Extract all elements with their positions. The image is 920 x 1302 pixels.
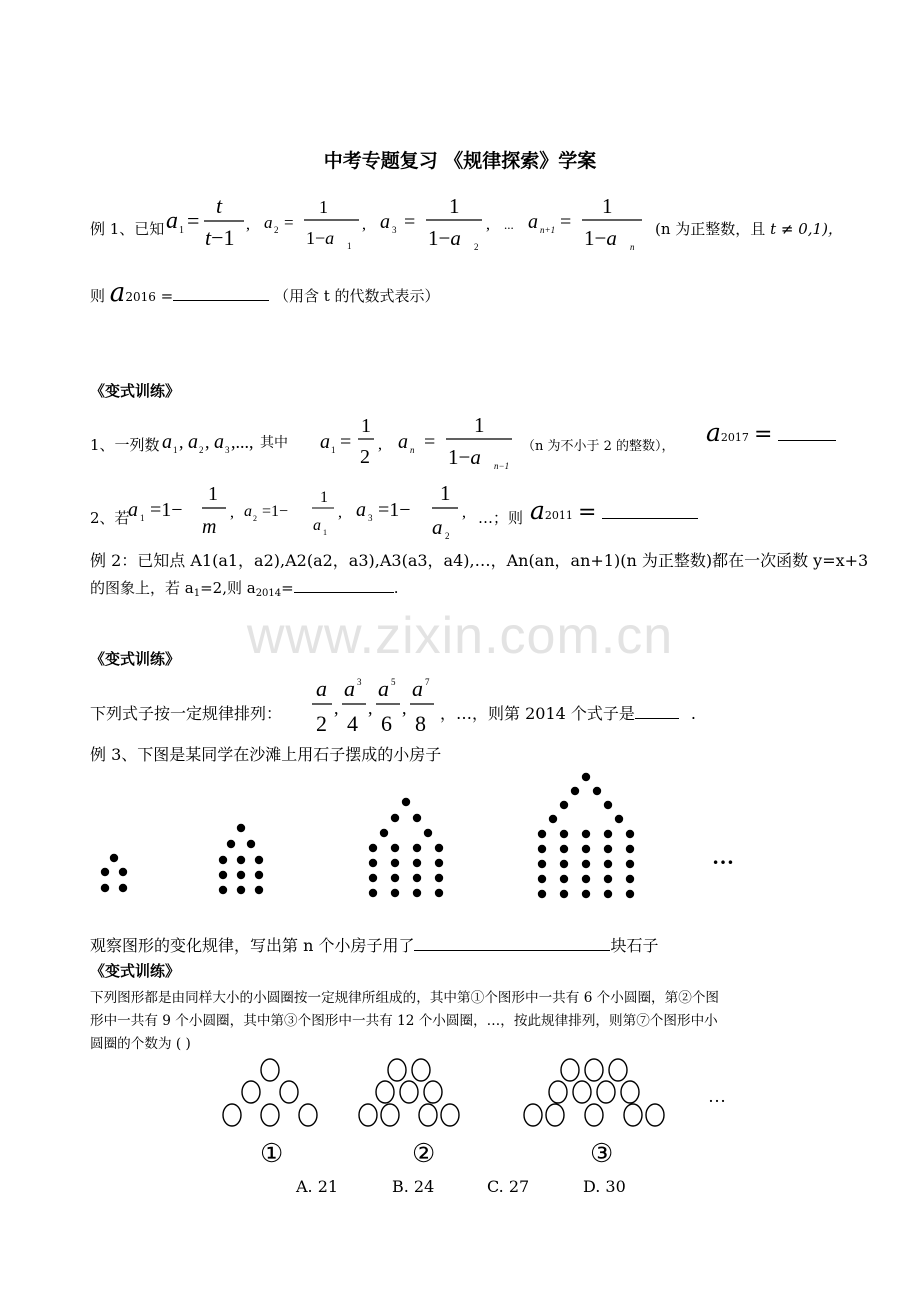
circles-figure (220, 1056, 740, 1172)
svg-text:,: , (179, 432, 184, 452)
option-b[interactable]: B. 24 (392, 1177, 435, 1196)
svg-text:a: a (128, 499, 138, 521)
svg-text:,: , (486, 216, 490, 233)
example-1-question-eq: = (155, 287, 174, 305)
svg-text:1: 1 (331, 445, 336, 455)
svg-text:n+1: n+1 (540, 225, 556, 235)
svg-text:=: = (560, 211, 572, 233)
circle-pattern-1 (223, 1059, 317, 1126)
example-1-condition-t: t ≠ 0,1)， (770, 220, 843, 238)
stone-houses-figure (90, 764, 790, 914)
svg-text:a: a (162, 431, 172, 453)
variant-4-line-2: 形中一共有 9 个小圆圈，其中第③个图形中一共有 12 个小圆圈，…，按此规律排列，则第⑦个图形中小 (90, 1013, 718, 1029)
variant-3-end: . (690, 704, 696, 723)
svg-text:n: n (410, 445, 415, 455)
svg-text:,: , (338, 504, 342, 521)
circle-pattern-3 (524, 1059, 664, 1126)
example-1-question (90, 278, 440, 308)
option-a[interactable]: A. 21 (296, 1177, 339, 1196)
svg-text:a: a (313, 517, 321, 534)
svg-text:1: 1 (449, 194, 460, 218)
svg-text:1−a: 1−a (306, 228, 335, 248)
svg-text:1−a: 1−a (448, 445, 481, 469)
stone-house-2 (219, 824, 263, 894)
svg-text:a: a (356, 499, 366, 521)
variant-3-tail: ，…，则第 2014 个式子是 (440, 704, 635, 723)
svg-text:1: 1 (602, 194, 613, 218)
svg-text:1: 1 (320, 489, 328, 506)
svg-text:a: a (166, 208, 178, 234)
svg-text:a: a (320, 431, 330, 453)
svg-text:a: a (432, 515, 443, 539)
example-2-line-1: 例 2：已知点 A1(a1，a2),A2(a2，a3),A3(a3，a4),…，An(an，an+1)(n 为正整数)都在一次函数 y=x+3 (90, 551, 869, 570)
watermark: www.zixin.com.cn (246, 607, 674, 665)
section-heading-3: 《变式训练》 (90, 962, 181, 980)
answer-blank[interactable] (602, 504, 698, 519)
svg-text:t−1: t−1 (205, 225, 235, 250)
example-2-text-a: 的图象上，若 a (90, 579, 194, 597)
svg-text:,: , (205, 432, 210, 452)
variant-3-question (440, 701, 696, 724)
variant-2-question (530, 496, 698, 525)
svg-text:,: , (230, 504, 234, 521)
svg-text:,: , (368, 698, 373, 718)
example-2-text-d: . (393, 579, 399, 597)
variant-3-label: 下列式子按一定规律排列： (90, 704, 283, 723)
answer-blank[interactable] (414, 936, 610, 951)
svg-text:6: 6 (381, 711, 392, 736)
variant-1-eq: = (754, 422, 773, 447)
circles-ellipsis: … (708, 1086, 726, 1106)
svg-text:a: a (398, 431, 408, 453)
stone-house-4 (538, 773, 634, 898)
svg-text:n−1: n−1 (494, 461, 510, 471)
svg-text:5: 5 (391, 677, 396, 687)
stone-house-3 (369, 798, 443, 897)
svg-text:3: 3 (392, 225, 397, 235)
svg-text:n: n (630, 242, 635, 252)
section-heading-1: 《变式训练》 (90, 382, 181, 400)
example-1-question-hint: （用含 t 的代数式表示） (273, 287, 440, 305)
option-d[interactable]: D. 30 (583, 1177, 626, 1196)
figure-label-2: ② (412, 1139, 436, 1168)
svg-text:7: 7 (425, 677, 430, 687)
svg-text:2: 2 (316, 711, 327, 736)
variant-2-label: 2、若 (90, 509, 130, 527)
variant-1-question (706, 418, 836, 447)
svg-text:3: 3 (225, 445, 230, 455)
example-1-question-var: a (109, 278, 126, 308)
example-1-question-sub: 2016 (125, 290, 156, 304)
svg-text:2: 2 (199, 445, 204, 455)
svg-text:,: , (378, 436, 382, 453)
svg-text:4: 4 (347, 711, 358, 736)
variant-2-var: a (530, 496, 545, 525)
answer-blank[interactable] (635, 704, 679, 719)
stone-house-1 (101, 854, 127, 892)
example-2-text-c: = (281, 579, 294, 597)
option-c[interactable]: C. 27 (487, 1177, 530, 1196)
variant-4-line-3: 圆圈的个数为 ( ) (90, 1036, 191, 1052)
circle-pattern-2 (359, 1059, 459, 1126)
svg-text:8: 8 (415, 711, 426, 736)
svg-text:1: 1 (173, 445, 178, 455)
example-2-sub-1: 1 (193, 588, 201, 599)
svg-text:1−a: 1−a (428, 226, 461, 250)
figure-label-3: ③ (590, 1139, 614, 1168)
page-title: 中考专题复习 《规律探索》学案 (323, 150, 597, 172)
svg-text:2: 2 (253, 514, 257, 523)
answer-blank[interactable] (294, 578, 394, 593)
variant-2-tail: …；则 (478, 509, 524, 527)
svg-text:1: 1 (347, 241, 352, 251)
stone-houses-ellipsis: … (712, 844, 734, 869)
answer-blank[interactable] (173, 286, 269, 301)
svg-text:=: = (340, 431, 352, 453)
variant-4-line-1: 下列图形都是由同样大小的小圆圈按一定规律所组成的，其中第①个图形中一共有 6 个小圆圈，第②个图 (90, 990, 720, 1006)
svg-text:=1−: =1− (378, 499, 411, 521)
example-3-ask-end: 块石子 (610, 936, 659, 955)
svg-text:=1−: =1− (262, 503, 289, 520)
variant-1-var: a (706, 418, 721, 447)
svg-text:1: 1 (474, 413, 485, 437)
svg-text:=: = (424, 431, 436, 453)
svg-text:=: = (284, 213, 294, 232)
variant-1-condition: （n 为不小于 2 的整数）， (522, 439, 675, 454)
svg-text:...: ... (504, 217, 514, 232)
svg-text:,: , (462, 504, 466, 521)
variant-2-sub: 2011 (544, 509, 573, 522)
answer-blank[interactable] (778, 426, 836, 441)
figure-label-1: ① (260, 1139, 284, 1168)
section-heading-2: 《变式训练》 (90, 650, 181, 668)
variant-1-sub: 2017 (720, 431, 749, 444)
svg-text:a: a (316, 676, 327, 701)
example-3-ask: 观察图形的变化规律，写出第 n 个小房子用了 (90, 936, 415, 955)
svg-text:a: a (344, 676, 355, 701)
svg-text:2: 2 (445, 531, 450, 541)
example-3-question (90, 933, 659, 956)
svg-text:a: a (380, 211, 390, 233)
svg-text:2: 2 (474, 242, 479, 252)
svg-text:1: 1 (208, 483, 218, 505)
svg-text:=: = (187, 208, 200, 233)
example-2-line-2 (90, 577, 399, 598)
variant-1-label: 1、一列数 (90, 436, 160, 454)
svg-text:1: 1 (361, 415, 371, 437)
svg-text:3: 3 (357, 677, 362, 687)
svg-text:,: , (334, 698, 339, 718)
svg-text:=1−: =1− (150, 499, 183, 521)
svg-text:2: 2 (360, 446, 370, 468)
example-1-condition-text: (n 为正整数，且 (655, 220, 766, 238)
svg-text:a: a (264, 213, 273, 232)
example-2-text-b: =2,则 a (200, 579, 256, 597)
svg-text:t: t (216, 193, 223, 218)
example-1-formula (164, 188, 654, 258)
svg-text:a: a (244, 503, 252, 520)
svg-text:,: , (362, 216, 366, 233)
svg-text:1: 1 (179, 225, 184, 236)
example-3-label: 例 3、下图是某同学在沙滩上用石子摆成的小房子 (90, 745, 442, 764)
svg-text:1: 1 (140, 513, 145, 523)
svg-text:=: = (404, 211, 416, 233)
svg-text:,: , (402, 698, 407, 718)
svg-text:a: a (528, 211, 538, 233)
svg-text:,...,: ,..., (231, 432, 254, 452)
example-1-condition (655, 218, 843, 239)
svg-text:1: 1 (319, 197, 328, 217)
svg-text:a: a (214, 431, 224, 453)
variant-2-eq: = (578, 500, 597, 525)
svg-text:a: a (188, 431, 198, 453)
svg-text:3: 3 (368, 513, 373, 523)
variant-1-mid: 其中 (260, 436, 288, 451)
svg-text:m: m (202, 516, 217, 538)
svg-text:1−a: 1−a (584, 226, 617, 250)
svg-text:a: a (412, 676, 423, 701)
svg-text:a: a (378, 676, 389, 701)
example-2-sub-2: 2014 (255, 588, 282, 599)
example-1-question-prefix: 则 (90, 287, 106, 305)
svg-text:2: 2 (274, 225, 279, 235)
svg-text:1: 1 (440, 481, 451, 505)
example-1-label: 例 1、已知 (90, 220, 165, 238)
svg-text:,: , (246, 216, 250, 233)
svg-text:1: 1 (323, 528, 327, 537)
